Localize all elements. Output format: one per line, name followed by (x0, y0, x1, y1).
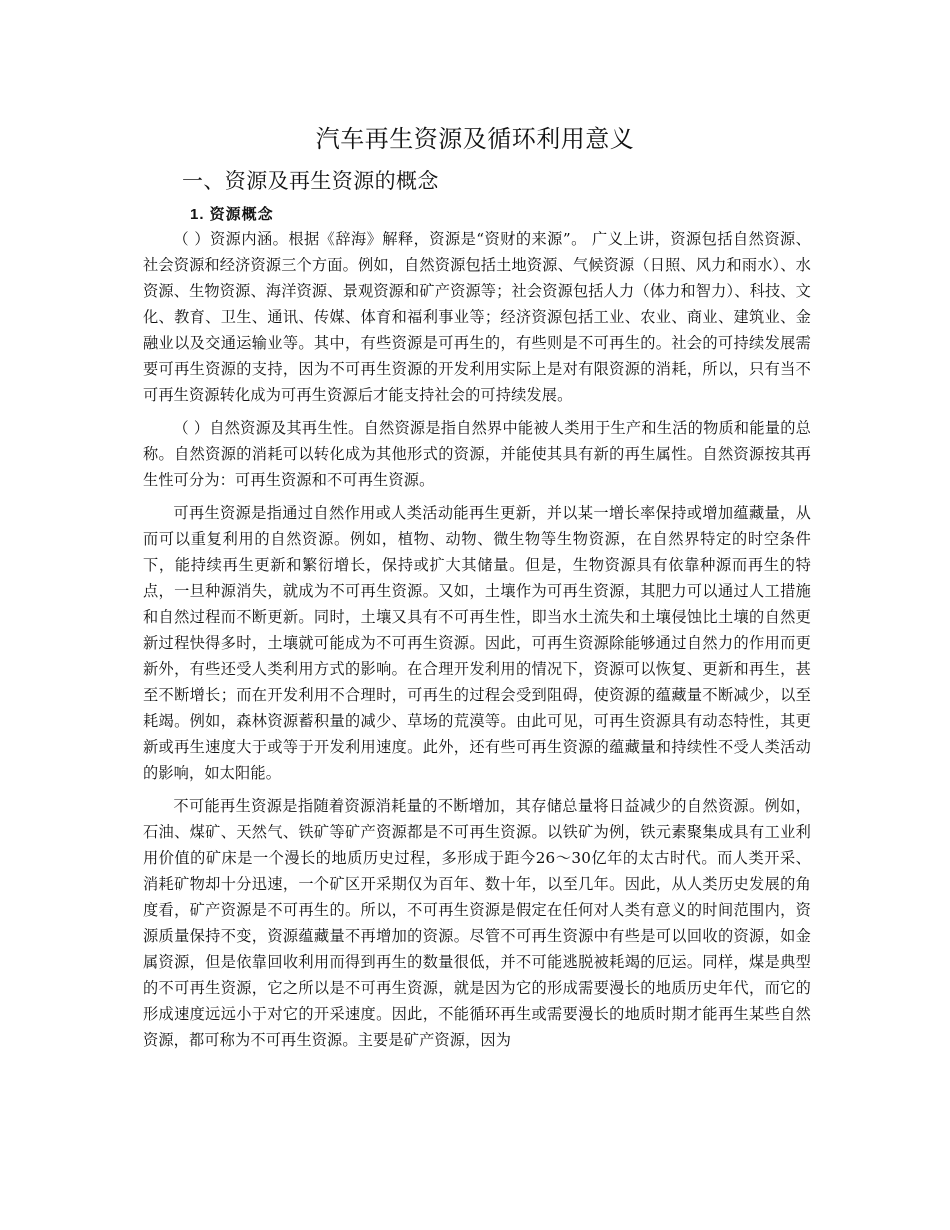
paragraph-natural-resources: （ ）自然资源及其再生性。自然资源是指自然界中能被人类用于生产和生活的物质和能量的总称。自然资源的消耗可以转化成为其他形式的资源，并能使其具有新的再生属性。自然资源按其再生性可分为：可再生资源和不可再生资源。 (143, 419, 811, 489)
subsection-heading: 1. 资源概念 (190, 206, 274, 223)
paragraph-renewable-resources: 可再生资源是指通过自然作用或人类活动能再生更新，并以某一增长率保持或增加蕴藏量，从而可以重复利用的自然资源。例如，植物、动物、微生物等生物资源，在自然界特定的时空条件下，能持续再生更新和繁衍增长，保持或扩大其储量。但是，生物资源具有依靠种源而再生的特点，一旦种源消失，就成为不可再生资源。又如，土壤作为可再生资源，其肥力可以通过人工措施和自然过程而不断更新。同时，土壤又具有不可再生性，即当水土流失和土壤侵蚀比土壤的自然更新过程快得多时，土壤就可能成为不可再生资源。因此，可再生资源除能够通过自然力的作用而更新外，有些还受人类利用方式的影响。在合理开发利用的情况下，资源可以恢复、更新和再生，甚至不断增长；而在开发利用不合理时，可再生的过程会受到阻碍，使资源的蕴藏量不断减少，以至耗竭。例如，森林资源蓄积量的减少、草场的荒漠等。由此可见，可再生资源具有动态特性，其更新或再生速度大于或等于开发利用速度。此外，还有些可再生资源的蕴藏量和持续性不受人类活动的影响，如太阳能。 (143, 504, 811, 782)
paragraph-nonrenewable-resources: 不可能再生资源是指随着资源消耗量的不断增加，其存储总量将日益减少的自然资源。例如，石油、煤矿、天然气、铁矿等矿产资源都是不可再生资源。以铁矿为例，铁元素聚集成具有工业利用价值的矿床是一个漫长的地质历史过程，多形成于距今26～30亿年的太古时代。而人类开采、消耗矿物却十分迅速，一个矿区开采期仅为百年、数十年，以至几年。因此，从人类历史发展的角度看，矿产资源是不可再生的。所以，不可再生资源是假定在任何对人类有意义的时间范围内，资源质量保持不变，资源蕴藏量不再增加的资源。尽管不可再生资源中有些是可以回收的资源，如金属资源，但是依靠回收利用而得到再生的数量很低，并不可能逃脱被耗竭的厄运。同样，煤是典型的不可再生资源，它之所以是不可再生资源，就是因为它的形成需要漫长的地质历史年代，而它的形成速度远远小于对它的开采速度。因此，不能循环再生或需要漫长的地质时期才能再生某些自然资源，都可称为不可再生资源。主要是矿产资源，因为 (143, 797, 811, 1049)
document-title: 汽车再生资源及循环利用意义 (315, 125, 635, 153)
body-text (143, 226, 811, 1053)
section-heading: 一、资源及再生资源的概念 (182, 169, 439, 193)
paragraph-resource-connotation: （ ）资源内涵。根据《辞海》解释，资源是“资财的来源”。 广义上讲，资源包括自然资源、社会资源和经济资源三个方面。例如，自然资源包括土地资源、气候资源（日照、风力和雨水）、水资源、生物资源、海洋资源、景观资源和矿产资源等；社会资源包括人力（体力和智力）、科技、文化、教育、卫生、通讯、传媒、体育和福利事业等；经济资源包括工业、农业、商业、建筑业、金融业以及交通运输业等。其中，有些资源是可再生的，有些则是不可再生的。社会的可持续发展需要可再生资源的支持，因为不可再生资源的开发利用实际上是对有限资源的消耗，所以，只有当不可再生资源转化成为可再生资源后才能支持社会的可持续发展。 (143, 230, 811, 404)
